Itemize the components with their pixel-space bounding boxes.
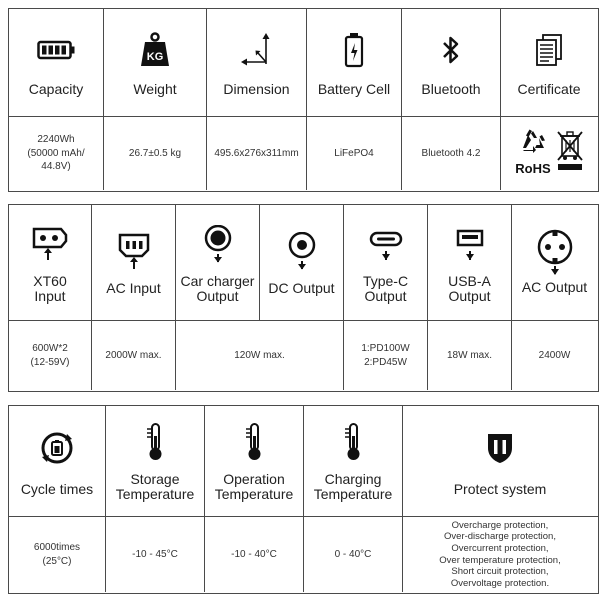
car-charger-output-header	[176, 205, 260, 320]
xt60-input-label: XT60 Input	[33, 272, 67, 304]
bluetooth-icon	[441, 28, 461, 72]
recycle-icon	[520, 129, 546, 158]
type-c-icon	[369, 222, 403, 266]
type-c-output-value: 1:PD100W 2:PD45W	[344, 321, 428, 390]
xt60-input-icon	[31, 222, 69, 266]
certificate-value	[501, 117, 597, 190]
shield-icon	[485, 426, 515, 470]
ac-output-icon	[535, 230, 575, 274]
battery-cell-label: Battery Cell	[317, 81, 391, 98]
battery-cell-value: LiFePO4	[307, 117, 402, 190]
operation-temperature-header	[205, 406, 304, 516]
list-item: Over-discharge protection,	[444, 531, 556, 543]
list-item: Over temperature protection,	[439, 554, 561, 566]
xt60-input-header	[9, 205, 92, 320]
cycle-times-label: Cycle times	[20, 480, 94, 497]
ac-output-value: 2400W	[538, 349, 571, 361]
cycle-icon	[39, 426, 75, 470]
spec-table-general	[8, 8, 599, 192]
dc-output-label: DC Output	[268, 280, 335, 297]
certificate-header	[501, 9, 597, 116]
list-item: Overcharge protection,	[451, 519, 549, 531]
charging-temperature-header	[304, 406, 403, 516]
usb-a-output-header	[428, 205, 512, 320]
operation-temperature-value: -10 - 40°C	[205, 517, 304, 592]
thermometer-icon	[342, 420, 364, 464]
protect-system-value	[403, 517, 597, 592]
ac-input-icon	[117, 229, 151, 273]
weight-value: 26.7±0.5 kg	[104, 117, 207, 190]
dc-output-icon	[287, 229, 317, 273]
car-charger-output-label: Car charger Output	[180, 272, 255, 304]
weight-label: Weight	[133, 81, 177, 98]
type-c-output-label: Type-C Output	[362, 272, 409, 304]
ac-input-value: 2000W max.	[92, 321, 176, 390]
ac-input-label: AC Input	[106, 280, 161, 297]
battery-icon	[37, 28, 75, 72]
spec-table-ports	[8, 204, 599, 392]
thermometer-icon	[243, 420, 265, 464]
usb-a-output-value: 18W max.	[428, 321, 512, 390]
spec-table-environment	[8, 405, 599, 594]
car-dc-output-merged-value: 120W max.	[176, 321, 344, 390]
storage-temperature-header	[106, 406, 205, 516]
list-item: Overcurrent protection,	[451, 542, 549, 554]
type-c-output-header	[344, 205, 428, 320]
rohs-badge: RoHS	[515, 161, 551, 177]
dimension-value: 495.6x276x311mm	[207, 117, 307, 190]
usb-a-output-label: USB-A Output	[448, 272, 491, 304]
kg-weight-icon	[139, 28, 171, 72]
certificate-label: Certificate	[517, 81, 581, 98]
svg-text:KG: KG	[146, 51, 164, 64]
list-item: Short circuit protection,	[451, 566, 549, 578]
ac-output-label: AC Output	[521, 279, 588, 296]
storage-temperature-value: -10 - 45°C	[106, 517, 205, 592]
storage-temperature-label: Storage Temperature	[115, 471, 195, 502]
weee-bin-icon	[557, 130, 583, 177]
cycle-times-value: 6000times (25°C)	[9, 517, 106, 592]
dimension-header	[207, 9, 307, 116]
ac-output-header	[512, 205, 597, 320]
protect-system-label: Protect system	[453, 480, 547, 497]
dimension-axes-icon	[240, 28, 274, 72]
bluetooth-value: Bluetooth 4.2	[402, 117, 501, 190]
capacity-header	[9, 9, 104, 116]
bluetooth-label: Bluetooth	[421, 81, 481, 98]
protect-system-header	[403, 406, 597, 516]
dc-output-header	[260, 205, 344, 320]
weight-header	[104, 9, 207, 116]
battery-cell-header	[307, 9, 402, 116]
capacity-value: 2240Wh (50000 mAh/ 44.8V)	[9, 117, 104, 190]
capacity-label: Capacity	[28, 81, 84, 98]
bluetooth-header	[402, 9, 501, 116]
operation-temperature-label: Operation Temperature	[214, 471, 294, 502]
dimension-label: Dimension	[223, 81, 290, 98]
usb-a-icon	[455, 222, 485, 266]
charging-temperature-label: Charging Temperature	[313, 471, 393, 502]
car-charger-icon	[203, 222, 233, 266]
battery-cell-icon	[344, 28, 364, 72]
thermometer-icon	[144, 420, 166, 464]
list-item: Overvoltage protection.	[450, 577, 550, 589]
cycle-times-header	[9, 406, 106, 516]
ac-input-header	[92, 205, 176, 320]
xt60-input-value: 600W*2 (12-59V)	[9, 321, 92, 390]
charging-temperature-value: 0 - 40°C	[304, 517, 403, 592]
certificate-icon	[535, 28, 563, 72]
